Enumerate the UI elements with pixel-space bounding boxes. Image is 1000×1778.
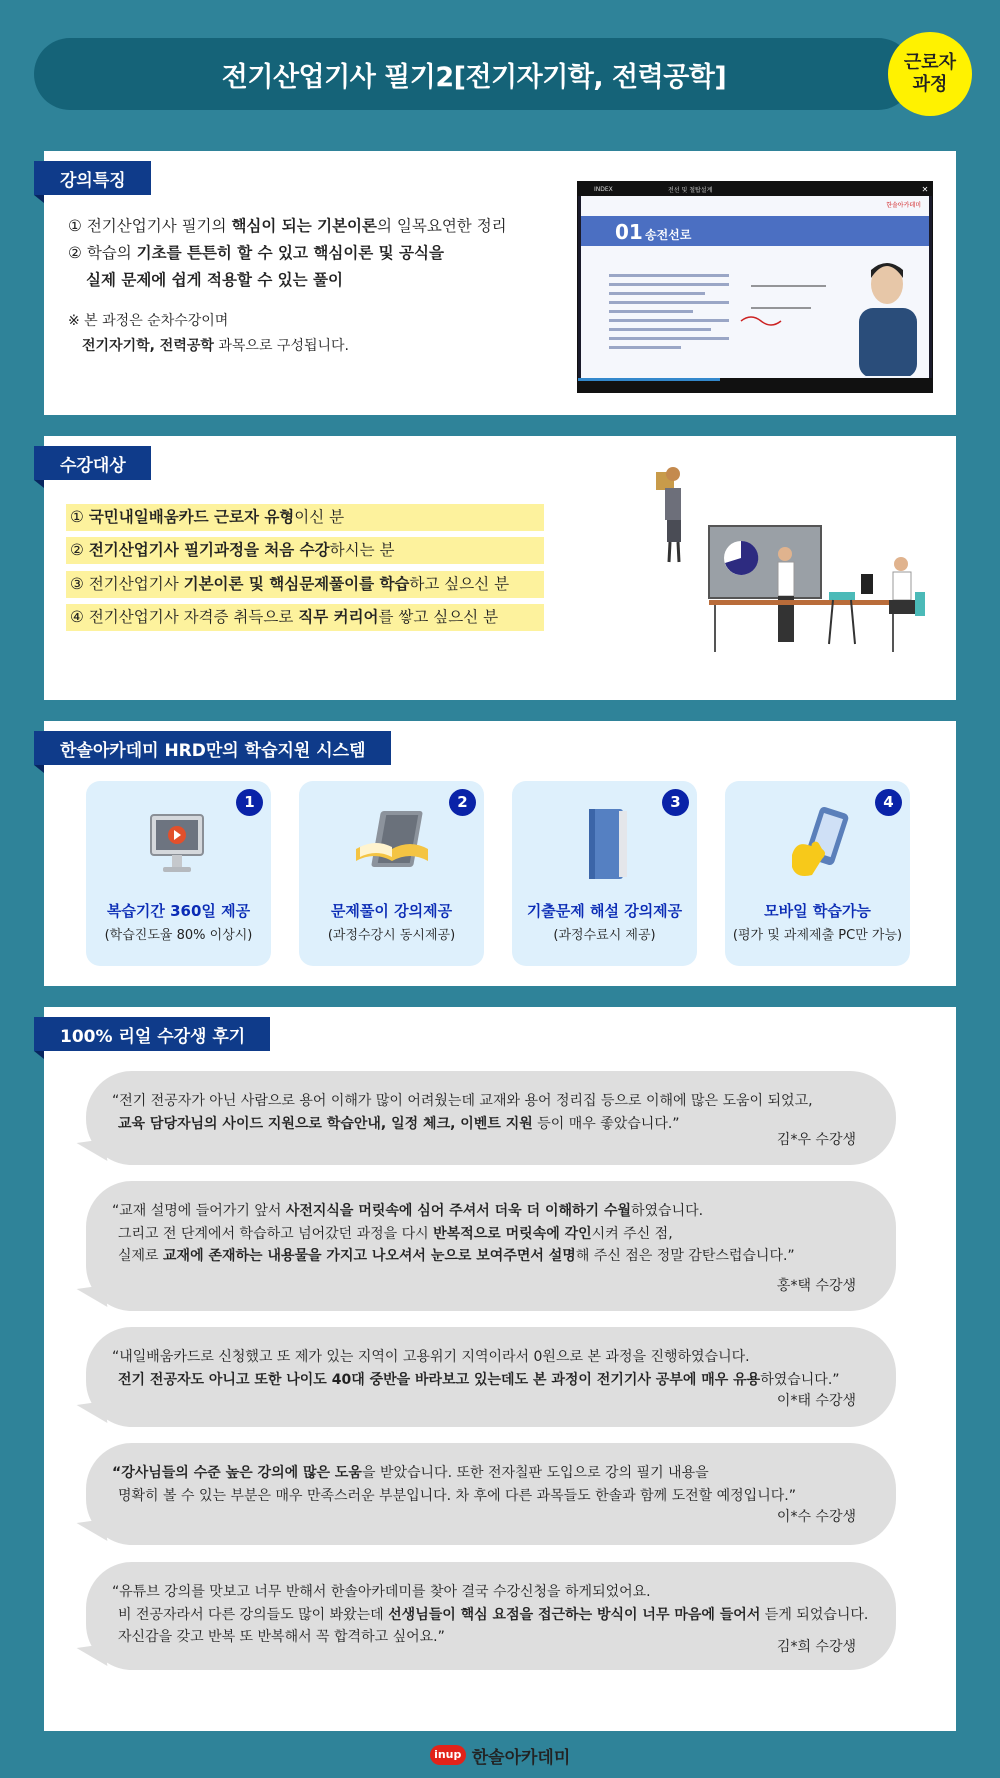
video-controls[interactable] xyxy=(578,378,932,392)
review-card-2: “교재 설명에 들어가기 앞서 사전지식을 머릿속에 심어 주셔서 더욱 더 이해하기 수월하였습니다. 그리고 전 단계에서 학습하고 넘어갔던 과정을 다시 반복적으로 머릿속에 각인시켜 주신 점, 실제로 교재에 존재하는 내용물을 가지고 나오셔서 눈으로 보여주면서 설명해 주신 점은 정말 감탄스럽습니다.” 홍*택 수강생 xyxy=(86,1181,896,1311)
inup-logo-mark: inup xyxy=(430,1745,466,1765)
badge-line-1: 근로자 xyxy=(903,51,957,73)
card-title: 기출문제 해설 강의제공 xyxy=(526,902,683,920)
reviewer-name: 김*희 수강생 xyxy=(776,1639,856,1655)
card-subtitle: (과정수료시 제공) xyxy=(553,928,656,943)
student-at-laptop xyxy=(861,557,925,616)
mobile-icon xyxy=(778,805,858,885)
card-number: 3 xyxy=(662,789,689,816)
target-item-2: ② 전기산업기사 필기과정을 처음 수강하시는 분 xyxy=(66,537,544,564)
review-card-3: “내일배움카드로 신청했고 또 제가 있는 지역이 고용위기 지역이라서 0원으로 본 과정을 진행하였습니다. 전기 전공자도 아니고 또한 나이도 40대 중반을 바라보고 있는데도 본 과정이 전기기사 공부에 매우 유용하였습니다.” 이*태 수강생 xyxy=(86,1327,896,1427)
academy-name: 한솔아카데미 xyxy=(471,1747,571,1768)
feature-item-2: ② 학습의 기초를 튼튼히 할 수 있고 핵심이론 및 공식을 xyxy=(68,244,444,262)
support-card-1 xyxy=(86,781,271,966)
card-title: 문제풀이 강의제공 xyxy=(330,902,453,920)
target-item-3: ③ 전기산업기사 기본이론 및 핵심문제풀이를 학습하고 싶으신 분 xyxy=(66,571,544,598)
presentation-board xyxy=(709,526,821,598)
target-item-4: ④ 전기산업기사 자격증 취득으로 직무 커리어를 쌓고 싶으신 분 xyxy=(66,604,544,631)
reviewer-name: 이*태 수강생 xyxy=(776,1393,856,1409)
board-sketch xyxy=(731,266,841,326)
card-subtitle: (과정수강시 동시제공) xyxy=(327,928,456,943)
card-number: 4 xyxy=(875,789,902,816)
support-panel xyxy=(44,721,956,986)
targets-label: 수강대상 xyxy=(34,446,151,480)
review-card-4: “강사님들의 수준 높은 강의에 많은 도움을 받았습니다. 또한 전자칠판 도입으로 강의 필기 내용을 명확히 볼 수 있는 부분은 매우 만족스러운 부분입니다. 차 후에 다른 과목들도 한솔과 함께 도전할 예정입니다.” 이*수 수강생 xyxy=(86,1443,896,1545)
reviewer-name: 이*수 수강생 xyxy=(776,1509,856,1525)
features-list xyxy=(68,213,507,294)
course-note: ※ 본 과정은 순차수강이며 전기자기학, 전력공학 과목으로 구성됩니다. xyxy=(68,313,349,354)
chair xyxy=(829,592,855,644)
instructor-figure xyxy=(851,256,917,376)
video-brand: 한솔아카데미 xyxy=(886,202,921,209)
book-icon xyxy=(565,805,645,885)
woman-with-books xyxy=(656,467,681,562)
card-title: 모바일 학습가능 xyxy=(764,902,871,920)
feature-item-1: ① 전기산업기사 필기의 핵심이 되는 기본이론의 일목요연한 정리 xyxy=(68,217,507,235)
reviews-label: 100% 리얼 수강생 후기 xyxy=(34,1017,270,1051)
features-label: 강의특징 xyxy=(34,161,151,195)
support-label: 한솔아카데미 HRD만의 학습지원 시스템 xyxy=(34,731,391,765)
classroom-illustration xyxy=(629,466,929,676)
close-icon[interactable]: ✕ xyxy=(921,184,929,194)
video-index-label: INDEX xyxy=(594,185,613,193)
review-card-5: “유튜브 강의를 맛보고 너무 반해서 한솔아카데미를 찾아 결국 수강신청을 하게되었어요. 비 전공자라서 다른 강의들도 많이 봐왔는데 선생님들이 핵심 요점을 접근하는 방식이 너무 마음에 들어서 듣게 되었습니다. 자신감을 갖고 반복 또 반복해서 꼭 합격하고 싶어요.” 김*희 수강생 xyxy=(86,1562,896,1670)
video-text-lines xyxy=(609,268,729,355)
book-monitor-icon xyxy=(352,805,432,885)
card-subtitle: (평가 및 과제제출 PC만 가능) xyxy=(732,928,903,943)
video-title: 전선 및 철탑설계 xyxy=(668,186,713,194)
target-item-1: ① 국민내일배움카드 근로자 유형이신 분 xyxy=(66,504,544,531)
reviewer-name: 홍*택 수강생 xyxy=(776,1278,856,1294)
card-number: 2 xyxy=(449,789,476,816)
support-card-4 xyxy=(725,781,910,966)
support-card-3 xyxy=(512,781,697,966)
card-subtitle: (학습진도율 80% 이상시) xyxy=(104,928,253,943)
features-panel xyxy=(44,151,956,415)
badge-line-2: 과정 xyxy=(912,74,948,95)
footer-logo xyxy=(0,1740,1000,1770)
reviews-panel xyxy=(44,1007,956,1731)
card-title: 복습기간 360일 제공 xyxy=(106,902,251,920)
video-chapter-number: 01 xyxy=(615,220,643,244)
targets-panel xyxy=(44,436,956,700)
review-card-1: “전기 전공자가 아닌 사람으로 용어 이해가 많이 어려웠는데 교재와 용어 정리집 등으로 이해에 많은 도움이 되었고, 교육 담당자님의 사이드 지원으로 학습안내, 일정 체크, 이벤트 지원 등이 매우 좋았습니다.” 김*우 수강생 xyxy=(86,1071,896,1165)
support-card-2 xyxy=(299,781,484,966)
lecture-video-thumbnail[interactable] xyxy=(577,181,933,393)
desk xyxy=(709,600,899,652)
page-title: 전기산업기사 필기2[전기자기학, 전력공학] xyxy=(34,38,914,110)
card-number: 1 xyxy=(236,789,263,816)
video-chapter-title: 송전선로 xyxy=(645,228,692,242)
reviewer-name: 김*우 수강생 xyxy=(776,1132,856,1148)
monitor-icon xyxy=(139,805,219,885)
worker-course-badge xyxy=(888,32,972,116)
feature-item-2-cont: 실제 문제에 쉽게 적용할 수 있는 풀이 xyxy=(86,271,343,289)
